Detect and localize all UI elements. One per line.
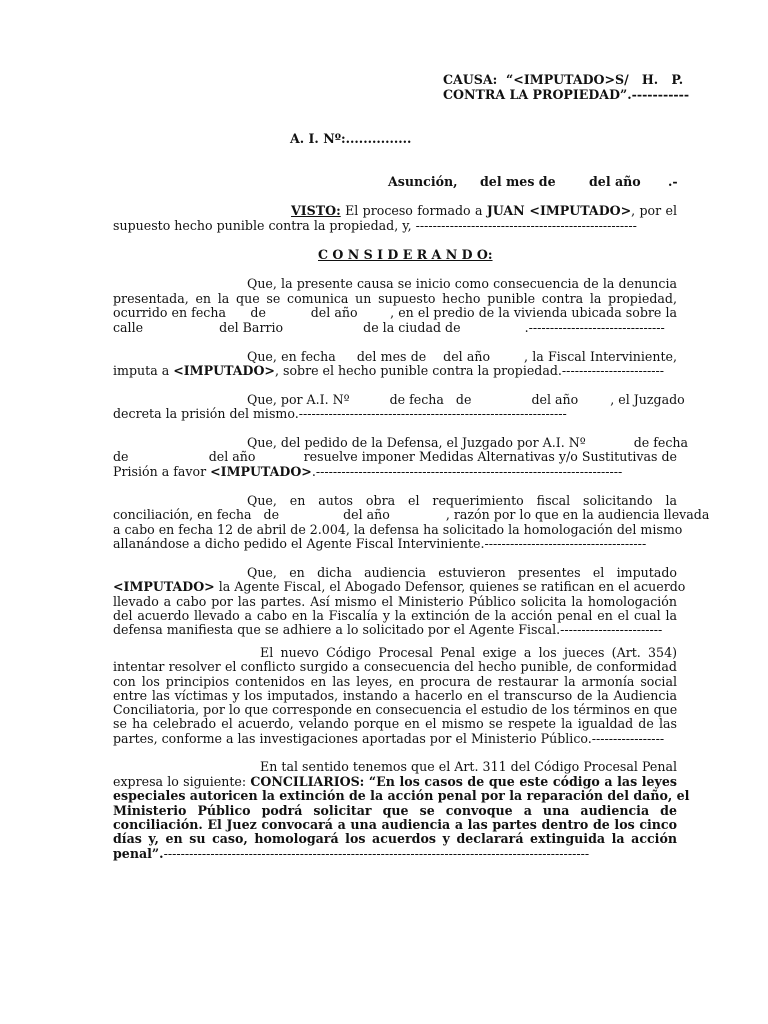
visto-line-1: VISTO: El proceso formado a JUAN <IMPUTADO>, por el — [291, 203, 677, 218]
p7-line-7: partes, conforme a las investigaciones aportadas por el Ministerio Público.----------------- — [113, 731, 665, 746]
auto-interlocutorio-number: A. I. Nº:............... — [290, 131, 412, 146]
conciliarios-quote-start: CONCILIARIOS: “En los casos de que este código a las leyes — [250, 774, 677, 789]
p8-line-2: expresa lo siguiente: CONCILIARIOS: “En los casos de que este código a las leyes — [113, 774, 677, 789]
p8-line-7: penal”.---------------------------------------------------------------------------------------------------- — [113, 846, 590, 861]
visto-label: VISTO: — [291, 203, 341, 218]
causa-line-2: CONTRA LA PROPIEDAD”.----------- — [443, 87, 690, 102]
date-end: .- — [668, 174, 678, 189]
p1-line-3: ocurrido en fecha de del año , en el predio de la vivienda ubicada sobre la — [113, 305, 677, 320]
p6-line-2: <IMPUTADO> la Agente Fiscal, el Abogado Defensor, quienes se ratifican en el acuerdo — [113, 579, 686, 594]
p4-line-1: Que, del pedido de la Defensa, el Juzgado por A.I. Nº de fecha — [247, 435, 689, 450]
p2-line-2: imputa a <IMPUTADO>, sobre el hecho punible contra la propiedad.------------------------ — [113, 363, 665, 378]
date-month: del mes de — [480, 174, 556, 189]
p7-line-1: El nuevo Código Procesal Penal exige a los jueces (Art. 354) — [260, 645, 677, 660]
considerando-heading: C O N S I D E R A N D O: — [318, 247, 493, 262]
causa-line-1: CAUSA: “<IMPUTADO>S/ H. P. — [443, 72, 684, 87]
p5-line-4: allanándose a dicho pedido el Agente Fiscal Interviniente.-------------------------------------- — [113, 536, 647, 551]
date-city: Asunción, — [388, 174, 458, 189]
p7-line-2: intentar resolver el conflicto surgido a consecuencia del hecho punible, de conformidad — [113, 659, 677, 674]
p8-line-5: conciliación. El Juez convocará a una audiencia a las partes dentro de los cinco — [113, 817, 677, 832]
p8-line-4: Ministerio Público podrá solicitar que se convoque a una audiencia de — [113, 803, 677, 818]
p2-line-1: Que, en fecha del mes de del año , la Fiscal Interviniente, — [247, 349, 677, 364]
p4-line-3: Prisión a favor <IMPUTADO>.------------------------------------------------------------------------ — [113, 464, 623, 479]
p3-line-2: decreta la prisión del mismo.--------------------------------------------------------------- — [113, 406, 567, 421]
visto-line-2: supuesto hecho punible contra la propiedad, y, ---------------------------------------------------- — [113, 218, 637, 233]
p7-line-4: entre las víctimas y los imputados, instando a hacerlo en el transcurso de la Audiencia — [113, 688, 677, 703]
p6-line-5: defensa manifiesta que se adhiere a lo solicitado por el Agente Fiscal.------------------------ — [113, 622, 663, 637]
p5-line-2: conciliación, en fecha de del año , razón por lo que en la audiencia llevada — [113, 507, 710, 522]
p5-line-1: Que, en autos obra el requerimiento fiscal solicitando la — [247, 493, 677, 508]
p1-line-2: presentada, en la que se comunica un supuesto hecho punible contra la propiedad, — [113, 291, 677, 306]
p1-line-1: Que, la presente causa se inicio como consecuencia de la denuncia — [247, 276, 677, 291]
p6-line-1: Que, en dicha audiencia estuvieron presentes el imputado — [247, 565, 677, 580]
p6-line-3: llevado a cabo por las partes. Así mismo el Ministerio Público solicita la homologación — [113, 594, 677, 609]
p8-line-1: En tal sentido tenemos que el Art. 311 del Código Procesal Penal — [260, 759, 677, 774]
date-year: del año — [589, 174, 641, 189]
p1-line-4: calle del Barrio de la ciudad de .-------------------------------- — [113, 320, 665, 335]
p7-line-3: con los principios contenidos en las leyes, en procura de restaurar la armonía social — [113, 674, 677, 689]
p6-line-4: del acuerdo llevado a cabo en la Fiscalía y la extinción de la acción penal en el cual la — [113, 608, 677, 623]
p7-line-6: se ha celebrado el acuerdo, velando porque en el mismo se respete la igualdad de las — [113, 716, 677, 731]
p8-line-3: especiales autoricen la extinción de la acción penal por la reparación del daño, el — [113, 788, 690, 803]
p5-line-3: a cabo en fecha 12 de abril de 2.004, la defensa ha solicitado la homologación del mismo — [113, 522, 683, 537]
p8-line-6: días y, en su caso, homologará los acuerdos y declarará extinguida la acción — [113, 831, 677, 846]
p4-line-2: de del año resuelve imponer Medidas Alternativas y/o Sustitutivas de — [113, 449, 677, 464]
accused-name: JUAN <IMPUTADO> — [486, 203, 632, 218]
p3-line-1: Que, por A.I. Nº de fecha de del año , el Juzgado — [247, 392, 685, 407]
p7-line-5: Conciliatoria, por lo que corresponde en consecuencia el estudio de los términos en que — [113, 702, 678, 717]
